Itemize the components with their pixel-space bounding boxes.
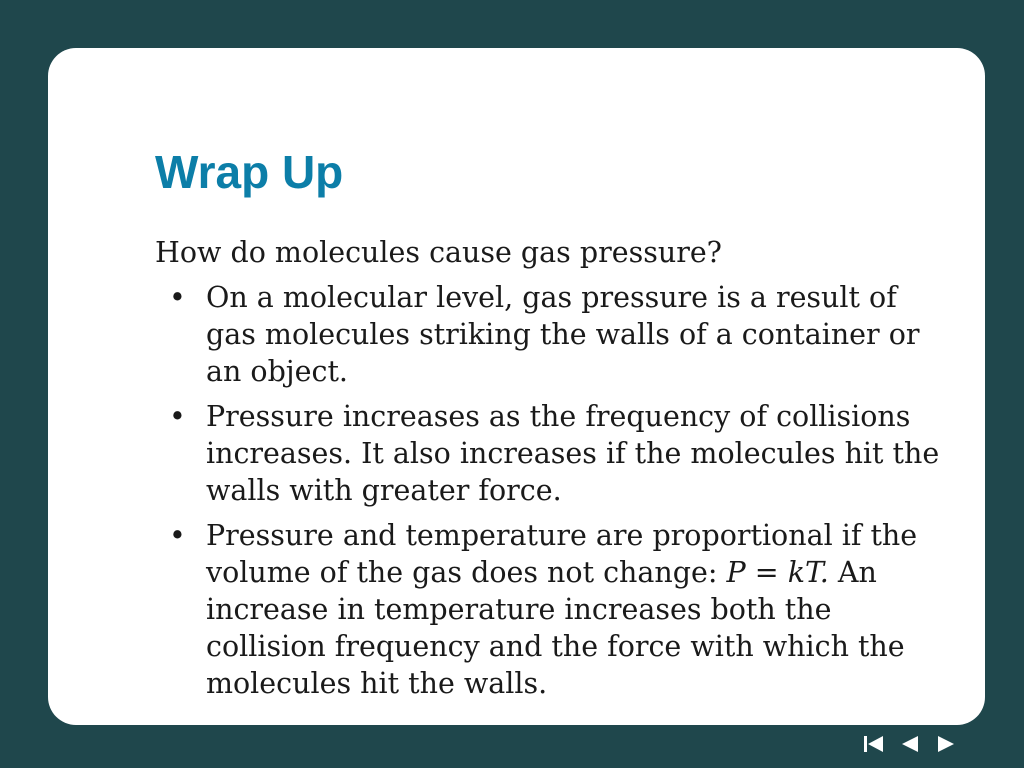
bullet-icon: • [169, 400, 186, 433]
bullet-item [155, 398, 955, 509]
bullet-item [155, 279, 955, 390]
bullet-icon: • [169, 519, 186, 552]
slide-navigation [862, 734, 958, 754]
bullet-text: On a molecular level, gas pressure is a result of gas molecules striking the walls of a container or an object. [206, 281, 920, 388]
bullet-item [155, 517, 955, 702]
next-slide-icon[interactable] [934, 734, 958, 754]
slide-title: Wrap Up [155, 146, 344, 198]
first-slide-icon[interactable] [862, 734, 886, 754]
bullet-text-after: An increase in temperature increases both the collision frequency and the force with which the molecules hit the walls. [206, 556, 905, 700]
previous-slide-icon[interactable] [898, 734, 922, 754]
slide-body [155, 234, 955, 710]
bullet-text: Pressure increases as the frequency of collisions increases. It also increases if the molecules hit the walls with greater force. [206, 400, 940, 507]
bullet-text-before: Pressure and temperature are proportional if the volume of the gas does not change: [206, 519, 918, 589]
formula: P = kT. [726, 556, 829, 589]
bullet-icon: • [169, 281, 186, 314]
slide-question: How do molecules cause gas pressure? [155, 236, 722, 269]
bullet-list [155, 279, 955, 702]
